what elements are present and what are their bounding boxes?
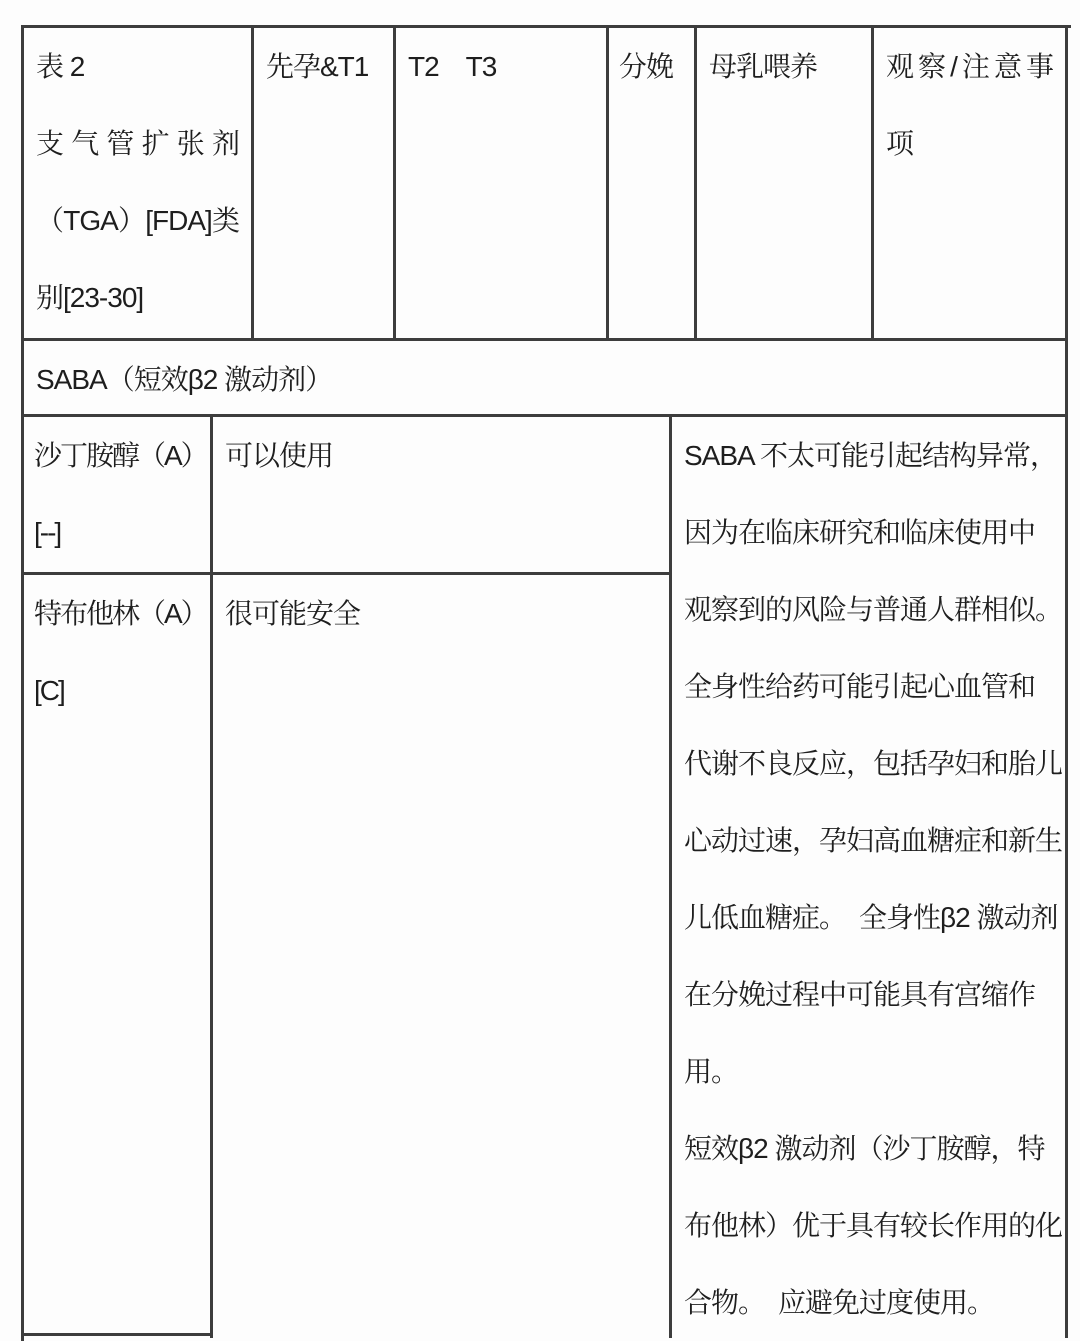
drug-cell-salbutamol: 沙丁胺醇（A） [--] (24, 417, 213, 575)
observation-cell: SABA 不太可能引起结构异常， 因为在临床研究和临床使用中 观察到的风险与普通人群相似。 全身性给药可能引起心血管和 代谢不良反应，包括孕妇和胎儿 心动过速，孕妇高血糖症和新生 儿低血糖症。 全身性β2 激动剂 在分娩过程中可能具有宫缩作 用。 短效β2 激动剂（沙丁胺醇，特 布他林）优于具有较长作用的化 合物。 应避免过度使用。 (672, 417, 1068, 1338)
header-cell-breastfeeding: 母乳喂养 (697, 28, 874, 341)
left-cell-bottom-border (24, 1333, 213, 1336)
bronchodilator-table (21, 25, 1071, 1341)
safety-cell-salbutamol: 可以使用 (213, 417, 672, 575)
group-row-saba: SABA（短效β2 激动剂） (24, 341, 1068, 417)
drug-cell-terbutaline: 特布他林（A） [C] (24, 575, 213, 1338)
header-cell-t2-t3: T2 T3 (396, 28, 609, 341)
safety-cell-terbutaline: 很可能安全 (213, 575, 672, 1338)
header-cell-preconception-t1: 先孕&T1 (254, 28, 396, 341)
header-cell-labor: 分娩 (609, 28, 697, 341)
header-cell-category: 表 2 支气管扩张剂 （TGA）[FDA]类 别[23-30] (24, 28, 254, 341)
header-cell-observe: 观察/注意事 项 (874, 28, 1068, 341)
